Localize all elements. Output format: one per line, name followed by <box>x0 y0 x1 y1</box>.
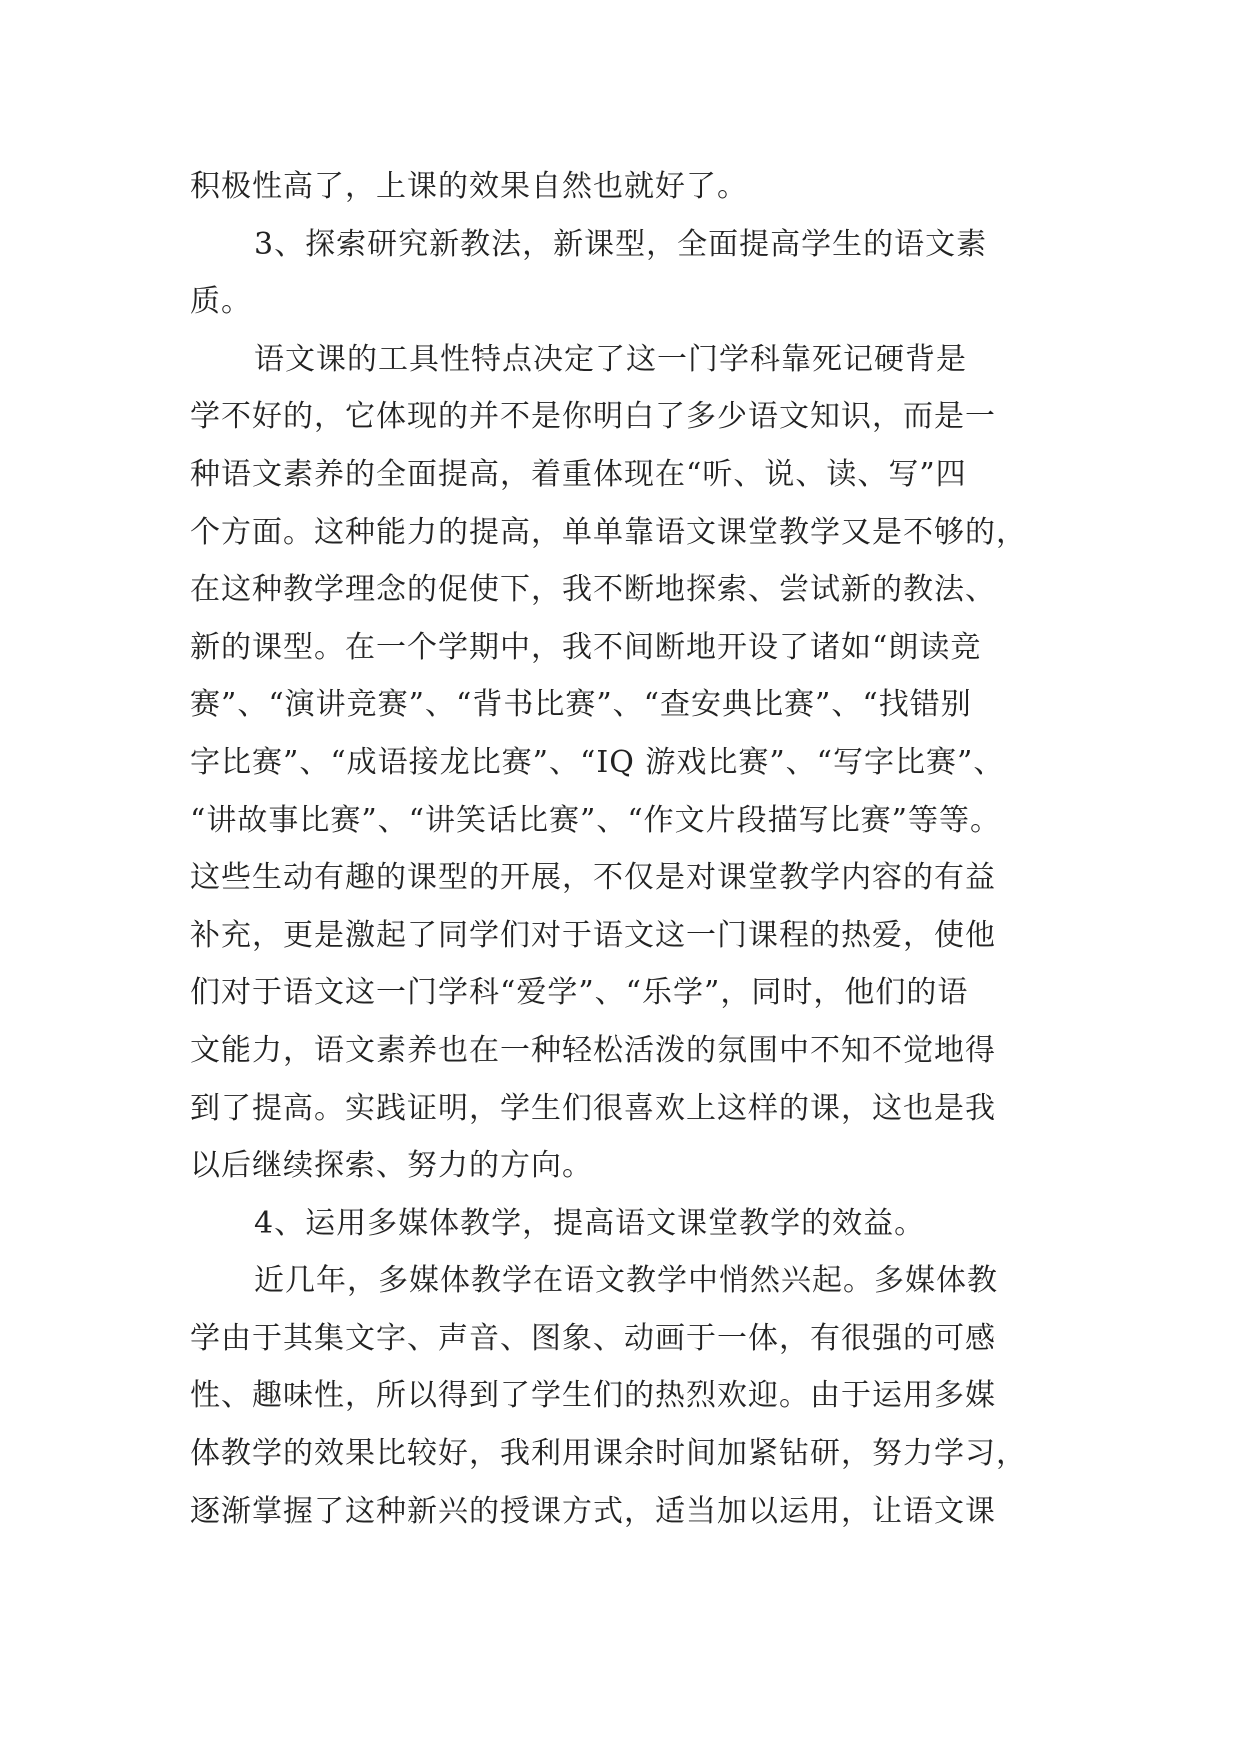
text-line: 补充，更是激起了同学们对于语文这一门课程的热爱，使他 <box>190 917 996 953</box>
text-line: 种语文素养的全面提高，着重体现在“听、说、读、写”四 <box>190 456 967 492</box>
text-line: 在这种教学理念的促使下，我不断地探索、尝试新的教法、 <box>190 572 996 608</box>
text-line: 积极性高了，上课的效果自然也就好了。 <box>190 169 748 204</box>
paragraph-start: 语文课的工具性特点决定了这一门学科靠死记硬背是 <box>254 341 967 377</box>
text-line: 质。 <box>190 284 252 320</box>
text-line: 以后继续探索、努力的方向。 <box>190 1148 593 1184</box>
text-line: 们对于语文这一门学科“爱学”、“乐学”，同时，他们的语 <box>190 975 969 1011</box>
paragraph-start: 近几年，多媒体教学在语文教学中悄然兴起。多媒体教 <box>254 1263 998 1299</box>
text-line: 学不好的，它体现的并不是你明白了多少语文知识，而是一 <box>190 399 996 435</box>
document-body <box>190 158 1070 1540</box>
text-line: 字比赛”、“成语接龙比赛”、“IQ 游戏比赛”、“写字比赛”、 <box>190 744 1005 780</box>
text-line: “讲故事比赛”、“讲笑话比赛”、“作文片段描写比赛”等等。 <box>190 802 1002 838</box>
text-line: 逐渐掌握了这种新兴的授课方式，适当加以运用，让语文课 <box>190 1493 996 1529</box>
text-line: 个方面。这种能力的提高，单单靠语文课堂教学又是不够的， <box>190 514 1027 550</box>
text-line: 文能力，语文素养也在一种轻松活泼的氛围中不知不觉地得 <box>190 1032 996 1068</box>
text-line: 性、趣味性，所以得到了学生们的热烈欢迎。由于运用多媒 <box>190 1378 996 1414</box>
text-line: 学由于其集文字、声音、图象、动画于一体，有很强的可感 <box>190 1320 996 1356</box>
text-line: 赛”、“演讲竞赛”、“背书比赛”、“查安典比赛”、“找错别 <box>190 687 972 723</box>
section-heading-3: 3、探索研究新教法，新课型，全面提高学生的语文素 <box>254 226 988 262</box>
text-line: 体教学的效果比较好，我利用课余时间加紧钻研，努力学习， <box>190 1436 1027 1472</box>
section-heading-4: 4、运用多媒体教学，提高语文课堂教学的效益。 <box>254 1205 926 1241</box>
text-line: 这些生动有趣的课型的开展，不仅是对课堂教学内容的有益 <box>190 860 996 896</box>
text-line: 到了提高。实践证明，学生们很喜欢上这样的课，这也是我 <box>190 1090 996 1126</box>
text-line: 新的课型。在一个学期中，我不间断地开设了诸如“朗读竞 <box>190 629 982 665</box>
